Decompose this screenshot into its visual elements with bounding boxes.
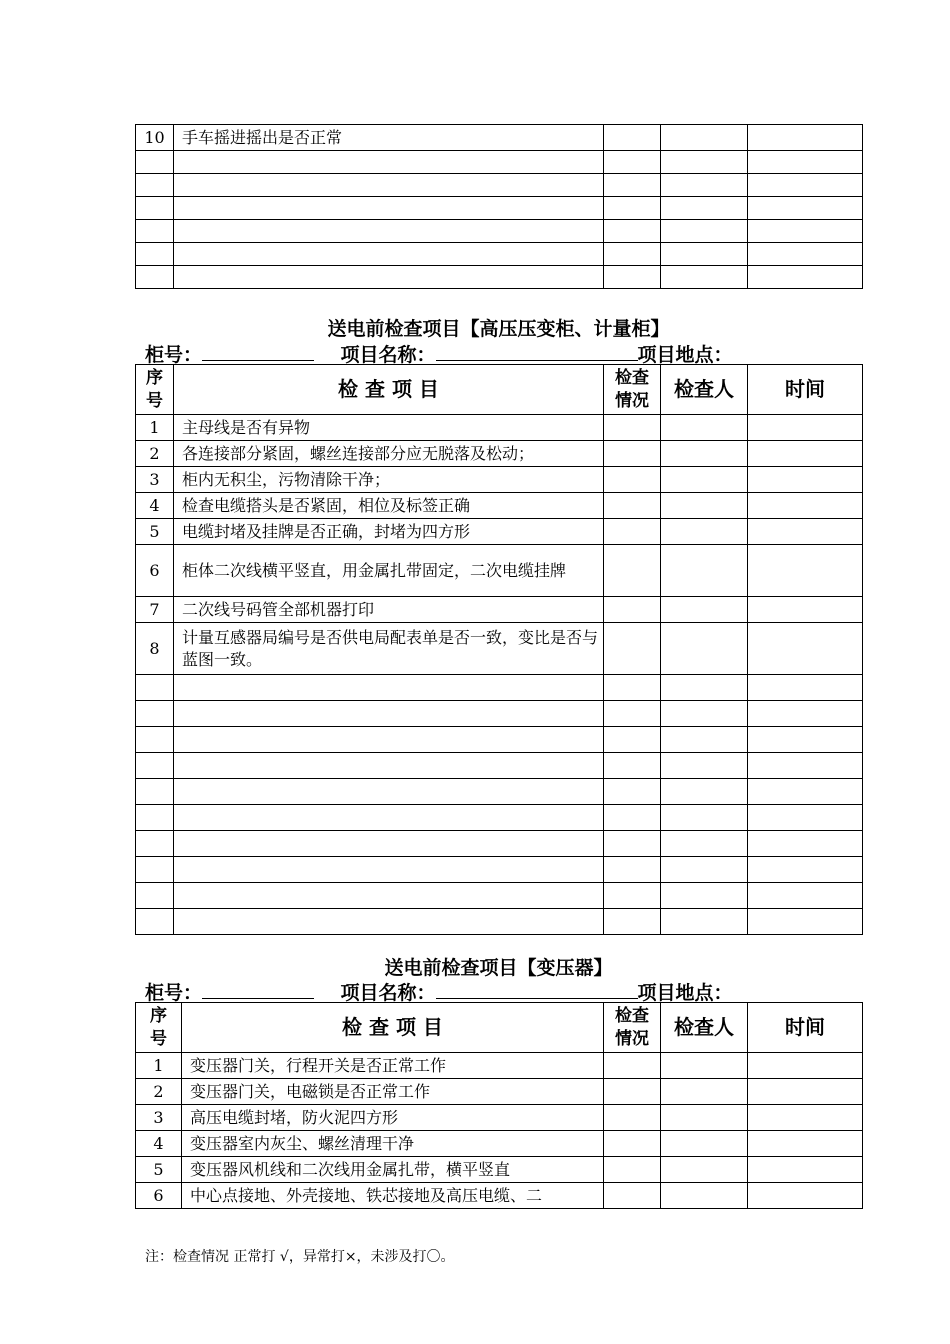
table-row xyxy=(136,174,863,197)
row-item xyxy=(174,727,604,753)
row-inspector-cell[interactable] xyxy=(661,220,748,243)
row-inspector-cell[interactable] xyxy=(661,597,748,623)
row-inspector-cell[interactable] xyxy=(661,151,748,174)
row-inspector-cell[interactable] xyxy=(661,779,748,805)
table-row xyxy=(136,243,863,266)
row-number xyxy=(136,243,174,266)
row-number xyxy=(136,197,174,220)
row-number xyxy=(136,883,174,909)
row-inspector-cell[interactable] xyxy=(661,675,748,701)
row-status-cell[interactable] xyxy=(604,125,661,151)
row-inspector-cell[interactable] xyxy=(661,909,748,935)
row-status-cell[interactable] xyxy=(604,545,661,597)
row-number: 1 xyxy=(136,415,174,441)
project-name-blank[interactable] xyxy=(436,341,638,361)
row-item xyxy=(174,174,604,197)
cabinet-blank[interactable] xyxy=(202,979,314,999)
table-row xyxy=(136,1053,863,1079)
row-item xyxy=(174,151,604,174)
row-number: 7 xyxy=(136,597,174,623)
table-row xyxy=(136,623,863,675)
row-item: 中心点接地、外壳接地、铁芯接地及高压电缆、二 xyxy=(182,1183,604,1209)
row-time-cell[interactable] xyxy=(748,909,863,935)
row-inspector-cell[interactable] xyxy=(661,1131,748,1157)
row-item: 计量互感器局编号是否供电局配表单是否一致，变比是否与蓝图一致。 xyxy=(174,623,604,675)
row-time-cell[interactable] xyxy=(748,805,863,831)
table-row xyxy=(136,1157,863,1183)
row-status-cell[interactable] xyxy=(604,174,661,197)
row-item: 二次线号码管全部机器打印 xyxy=(174,597,604,623)
row-number: 3 xyxy=(136,467,174,493)
header-item: 检 查 项 目 xyxy=(182,1003,604,1053)
row-inspector-cell[interactable] xyxy=(661,753,748,779)
row-status-cell[interactable] xyxy=(604,701,661,727)
header-time: 时间 xyxy=(748,1003,863,1053)
row-number xyxy=(136,909,174,935)
row-status-cell[interactable] xyxy=(604,1183,661,1209)
row-time-cell[interactable] xyxy=(748,1157,863,1183)
row-status-cell[interactable] xyxy=(604,151,661,174)
row-inspector-cell[interactable] xyxy=(661,243,748,266)
header-inspector: 检查人 xyxy=(661,1003,748,1053)
row-number xyxy=(136,174,174,197)
row-time-cell[interactable] xyxy=(748,151,863,174)
row-inspector-cell[interactable] xyxy=(661,266,748,289)
row-number: 5 xyxy=(136,519,174,545)
row-item xyxy=(174,197,604,220)
checklist-table-hv-metering xyxy=(135,364,863,935)
row-inspector-cell[interactable] xyxy=(661,174,748,197)
table-row xyxy=(136,1079,863,1105)
header-seq: 序号 xyxy=(136,1003,182,1053)
row-inspector-cell[interactable] xyxy=(661,545,748,597)
row-item: 手车摇进摇出是否正常 xyxy=(174,125,604,151)
table-row xyxy=(136,125,863,151)
row-item: 变压器室内灰尘、螺丝清理干净 xyxy=(182,1131,604,1157)
row-item: 柜体二次线横平竖直，用金属扎带固定，二次电缆挂牌 xyxy=(174,545,604,597)
row-item xyxy=(174,220,604,243)
row-number xyxy=(136,805,174,831)
row-time-cell[interactable] xyxy=(748,779,863,805)
row-status-cell[interactable] xyxy=(604,1105,661,1131)
section-meta-hv-metering xyxy=(145,340,733,367)
row-status-cell[interactable] xyxy=(604,779,661,805)
row-time-cell[interactable] xyxy=(748,623,863,675)
row-item xyxy=(174,805,604,831)
table-row xyxy=(136,805,863,831)
table-row xyxy=(136,727,863,753)
project-name-blank[interactable] xyxy=(436,979,638,999)
row-status-cell[interactable] xyxy=(604,493,661,519)
header-status: 检查情况 xyxy=(604,1003,661,1053)
row-inspector-cell[interactable] xyxy=(661,197,748,220)
row-status-cell[interactable] xyxy=(604,857,661,883)
cabinet-blank[interactable] xyxy=(202,341,314,361)
table-row xyxy=(136,266,863,289)
row-status-cell[interactable] xyxy=(604,266,661,289)
row-item: 检查电缆搭头是否紧固，相位及标签正确 xyxy=(174,493,604,519)
row-status-cell[interactable] xyxy=(604,623,661,675)
cabinet-label: 柜号： xyxy=(145,982,203,1004)
row-inspector-cell[interactable] xyxy=(661,1183,748,1209)
row-number xyxy=(136,220,174,243)
row-inspector-cell[interactable] xyxy=(661,1053,748,1079)
table-row xyxy=(136,675,863,701)
row-inspector-cell[interactable] xyxy=(661,519,748,545)
project-name-label: 项目名称： xyxy=(340,344,436,366)
row-number: 8 xyxy=(136,623,174,675)
row-time-cell[interactable] xyxy=(748,415,863,441)
row-inspector-cell[interactable] xyxy=(661,831,748,857)
table-row xyxy=(136,197,863,220)
row-item: 各连接部分紧固，螺丝连接部分应无脱落及松动； xyxy=(174,441,604,467)
row-time-cell[interactable] xyxy=(748,174,863,197)
row-item xyxy=(174,831,604,857)
row-item xyxy=(174,701,604,727)
section-title-hv-metering: 送电前检查项目【高压压变柜、计量柜】 xyxy=(327,318,670,340)
row-inspector-cell[interactable] xyxy=(661,415,748,441)
row-item: 变压器门关，电磁锁是否正常工作 xyxy=(182,1079,604,1105)
row-time-cell[interactable] xyxy=(748,519,863,545)
row-inspector-cell[interactable] xyxy=(661,701,748,727)
row-number: 6 xyxy=(136,1183,182,1209)
row-inspector-cell[interactable] xyxy=(661,1157,748,1183)
row-status-cell[interactable] xyxy=(604,831,661,857)
row-time-cell[interactable] xyxy=(748,220,863,243)
table-row xyxy=(136,597,863,623)
table-row xyxy=(136,701,863,727)
row-time-cell[interactable] xyxy=(748,1131,863,1157)
row-time-cell[interactable] xyxy=(748,727,863,753)
row-time-cell[interactable] xyxy=(748,125,863,151)
row-time-cell[interactable] xyxy=(748,831,863,857)
table-row xyxy=(136,1105,863,1131)
row-status-cell[interactable] xyxy=(604,805,661,831)
row-number: 6 xyxy=(136,545,174,597)
row-status-cell[interactable] xyxy=(604,1131,661,1157)
row-item: 主母线是否有异物 xyxy=(174,415,604,441)
row-number xyxy=(136,701,174,727)
table-row xyxy=(136,519,863,545)
row-inspector-cell[interactable] xyxy=(661,623,748,675)
table-row xyxy=(136,883,863,909)
row-inspector-cell[interactable] xyxy=(661,467,748,493)
row-item xyxy=(174,883,604,909)
project-location-label: 项目地点： xyxy=(637,982,733,1004)
table-row xyxy=(136,493,863,519)
table-row xyxy=(136,909,863,935)
row-inspector-cell[interactable] xyxy=(661,805,748,831)
header-item: 检 查 项 目 xyxy=(174,365,604,415)
table-row xyxy=(136,467,863,493)
checklist-table-continued xyxy=(135,124,863,289)
project-location-label: 项目地点： xyxy=(637,344,733,366)
table-row xyxy=(136,831,863,857)
row-time-cell[interactable] xyxy=(748,243,863,266)
table-row xyxy=(136,1183,863,1209)
row-item: 柜内无积尘，污物清除干净； xyxy=(174,467,604,493)
row-time-cell[interactable] xyxy=(748,675,863,701)
row-item: 电缆封堵及挂牌是否正确，封堵为四方形 xyxy=(174,519,604,545)
row-item xyxy=(174,243,604,266)
table-row xyxy=(136,220,863,243)
row-time-cell[interactable] xyxy=(748,1183,863,1209)
row-number xyxy=(136,675,174,701)
row-number: 10 xyxy=(136,125,174,151)
project-name-label: 项目名称： xyxy=(340,982,436,1004)
row-time-cell[interactable] xyxy=(748,1079,863,1105)
row-item xyxy=(174,753,604,779)
row-status-cell[interactable] xyxy=(604,727,661,753)
row-item xyxy=(174,675,604,701)
row-item xyxy=(174,857,604,883)
row-status-cell[interactable] xyxy=(604,243,661,266)
row-time-cell[interactable] xyxy=(748,701,863,727)
row-number: 4 xyxy=(136,1131,182,1157)
row-time-cell[interactable] xyxy=(748,857,863,883)
row-number: 5 xyxy=(136,1157,182,1183)
table-row xyxy=(136,151,863,174)
table-row xyxy=(136,415,863,441)
header-inspector: 检查人 xyxy=(661,365,748,415)
row-time-cell[interactable] xyxy=(748,197,863,220)
table-row xyxy=(136,1131,863,1157)
row-number: 2 xyxy=(136,1079,182,1105)
row-status-cell[interactable] xyxy=(604,519,661,545)
row-item: 变压器风机线和二次线用金属扎带，横平竖直 xyxy=(182,1157,604,1183)
row-time-cell[interactable] xyxy=(748,545,863,597)
row-number: 3 xyxy=(136,1105,182,1131)
table-row xyxy=(136,857,863,883)
row-item: 变压器门关，行程开关是否正常工作 xyxy=(182,1053,604,1079)
row-time-cell[interactable] xyxy=(748,441,863,467)
row-status-cell[interactable] xyxy=(604,441,661,467)
row-time-cell[interactable] xyxy=(748,883,863,909)
row-time-cell[interactable] xyxy=(748,1105,863,1131)
row-inspector-cell[interactable] xyxy=(661,493,748,519)
cabinet-label: 柜号： xyxy=(145,344,203,366)
header-seq: 序号 xyxy=(136,365,174,415)
row-status-cell[interactable] xyxy=(604,675,661,701)
row-number xyxy=(136,779,174,805)
row-status-cell[interactable] xyxy=(604,883,661,909)
row-time-cell[interactable] xyxy=(748,753,863,779)
footnote: 注：检查情况 正常打 √，异常打×，未涉及打〇。 xyxy=(145,1249,455,1265)
row-number xyxy=(136,831,174,857)
row-status-cell[interactable] xyxy=(604,753,661,779)
row-number xyxy=(136,857,174,883)
row-inspector-cell[interactable] xyxy=(661,727,748,753)
row-inspector-cell[interactable] xyxy=(661,1079,748,1105)
row-time-cell[interactable] xyxy=(748,1053,863,1079)
row-inspector-cell[interactable] xyxy=(661,441,748,467)
row-time-cell[interactable] xyxy=(748,597,863,623)
row-status-cell[interactable] xyxy=(604,197,661,220)
row-inspector-cell[interactable] xyxy=(661,125,748,151)
row-number xyxy=(136,151,174,174)
row-item xyxy=(174,266,604,289)
table-row xyxy=(136,441,863,467)
row-status-cell[interactable] xyxy=(604,1053,661,1079)
section-meta-transformer xyxy=(145,978,733,1005)
row-inspector-cell[interactable] xyxy=(661,1105,748,1131)
row-status-cell[interactable] xyxy=(604,1157,661,1183)
row-status-cell[interactable] xyxy=(604,597,661,623)
row-inspector-cell[interactable] xyxy=(661,857,748,883)
row-item: 高压电缆封堵，防火泥四方形 xyxy=(182,1105,604,1131)
row-status-cell[interactable] xyxy=(604,909,661,935)
row-number: 1 xyxy=(136,1053,182,1079)
header-status: 检查情况 xyxy=(604,365,661,415)
row-time-cell[interactable] xyxy=(748,493,863,519)
checklist-table-transformer xyxy=(135,1002,863,1209)
table-row xyxy=(136,753,863,779)
table-row xyxy=(136,779,863,805)
row-status-cell[interactable] xyxy=(604,1079,661,1105)
row-time-cell[interactable] xyxy=(748,266,863,289)
header-time: 时间 xyxy=(748,365,863,415)
row-number xyxy=(136,266,174,289)
row-status-cell[interactable] xyxy=(604,467,661,493)
row-status-cell[interactable] xyxy=(604,415,661,441)
row-inspector-cell[interactable] xyxy=(661,883,748,909)
table-row xyxy=(136,545,863,597)
section-title-transformer: 送电前检查项目【变压器】 xyxy=(384,957,613,979)
row-number xyxy=(136,753,174,779)
row-item xyxy=(174,909,604,935)
row-status-cell[interactable] xyxy=(604,220,661,243)
row-item xyxy=(174,779,604,805)
row-number: 2 xyxy=(136,441,174,467)
row-number: 4 xyxy=(136,493,174,519)
row-time-cell[interactable] xyxy=(748,467,863,493)
row-number xyxy=(136,727,174,753)
